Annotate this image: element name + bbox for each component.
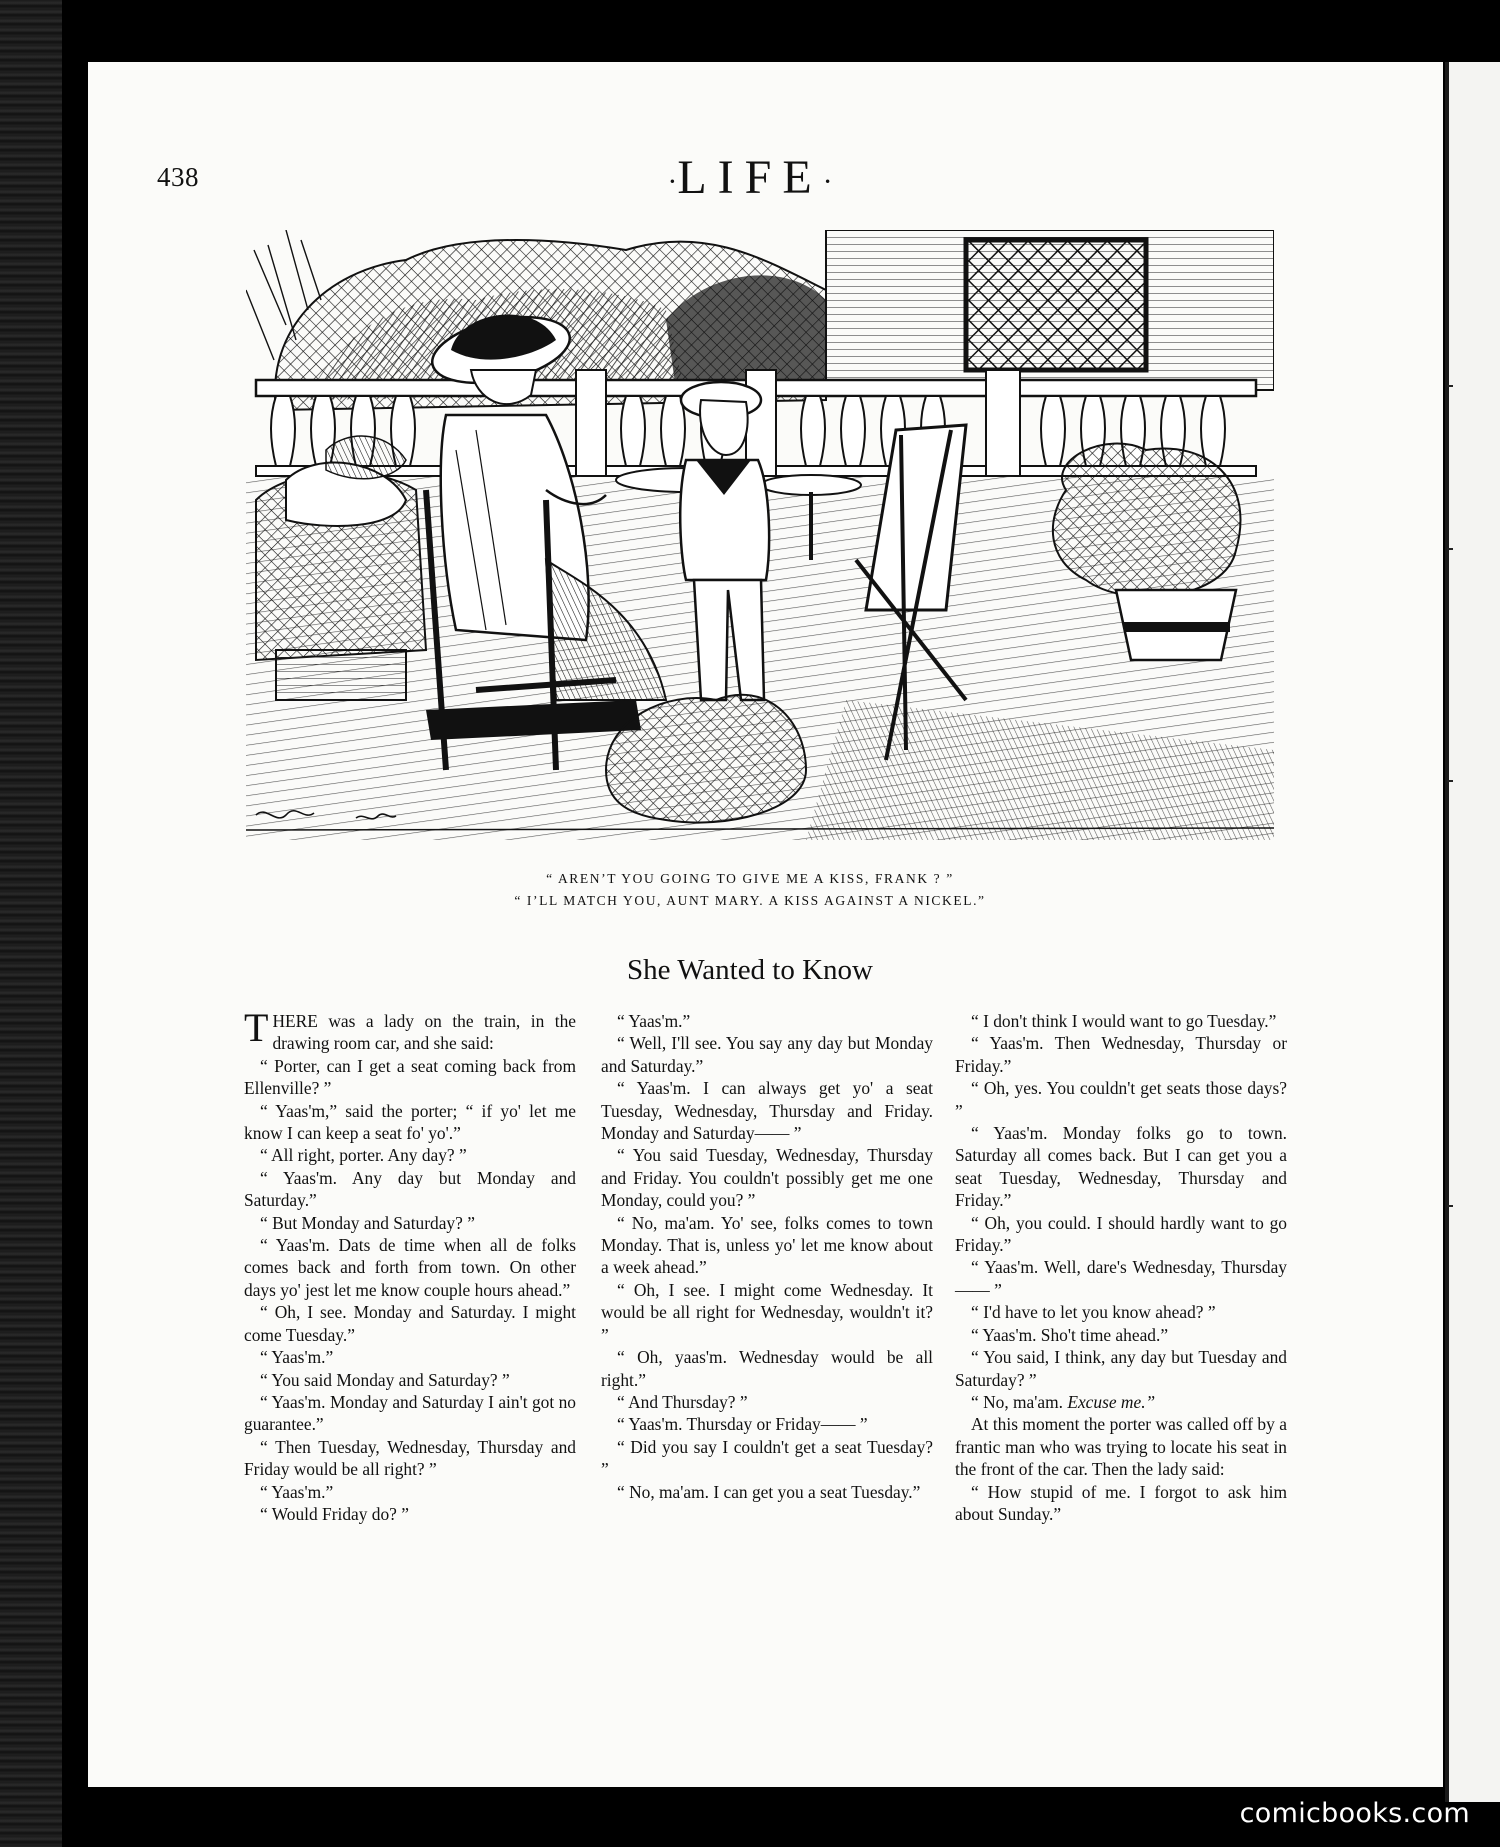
- paragraph: “ How stupid of me. I forgot to ask him about Sunday.”: [955, 1481, 1287, 1524]
- paragraph: “ You said Monday and Saturday? ”: [260, 1369, 510, 1390]
- paragraph: “ Yaas'm. Monday and Saturday I ain't got no guarantee.”: [244, 1391, 576, 1435]
- excuse-prefix: “ No, ma'am.: [971, 1391, 1068, 1412]
- article-title: She Wanted to Know: [626, 954, 874, 986]
- paragraph: “ Yaas'm. Sho't time ahead.”: [971, 1324, 1169, 1345]
- masthead-dot-left: ·: [667, 164, 678, 198]
- paragraph: “ Yaas'm. Any day but Monday and Saturday.”: [244, 1167, 576, 1211]
- watermark: comicbooks.com: [1239, 1798, 1470, 1829]
- paragraph: “ Would Friday do? ”: [260, 1503, 409, 1524]
- paragraph: “ Well, I'll see. You say any day but Monday and Saturday.”: [601, 1033, 933, 1076]
- paragraph: “ Porter, can I get a seat coming back from Ellenville? ”: [244, 1055, 576, 1099]
- gutter-mark: [1447, 548, 1453, 550]
- paragraph: “ All right, porter. Any day? ”: [260, 1145, 467, 1166]
- house-wall: [826, 230, 1274, 390]
- gutter-mark: [1447, 385, 1453, 387]
- masthead: [620, 150, 880, 205]
- page-number: 438: [157, 162, 199, 192]
- paragraph: THERE was a lady on the train, in the drawing room car, and she said:: [244, 1005, 576, 1054]
- paragraph: “ You said, I think, any day but Tuesday and Saturday? ”: [955, 1347, 1287, 1390]
- paragraph: “ I'd have to let you know ahead? ”: [971, 1302, 1216, 1323]
- excuse-italic: Excuse me.”: [1067, 1391, 1156, 1412]
- scanner-edge: [0, 0, 62, 1847]
- cartoon-caption: [300, 868, 1200, 912]
- paragraph: “ Yaas'm. Dats de time when all de folks comes back and forth from town. On other days yo' jest let me know couple hours ahead.”: [244, 1235, 576, 1300]
- masthead-title: LIFE: [677, 151, 823, 204]
- paragraph: “ Yaas'm. Well, dare's Wednesday, Thursday—— ”: [955, 1257, 1287, 1300]
- caption-line-2: “ I’LL MATCH YOU, AUNT MARY. A KISS AGAINST A NICKEL.”: [514, 893, 986, 908]
- text-column-1: [244, 1005, 576, 1525]
- paragraph: “ No, ma'am. I can get you a seat Tuesday.”: [617, 1481, 921, 1502]
- paragraph: At this moment the porter was called off by a frantic man who was trying to locate his seat in the front of the car. Then the lady said:: [955, 1414, 1287, 1480]
- paragraph: “ Yaas'm.”: [260, 1347, 334, 1368]
- paragraph: “ Then Tuesday, Wednesday, Thursday and Friday would be all right? ”: [244, 1436, 576, 1480]
- paragraph: “ No, ma'am. Yo' see, folks comes to town Monday. That is, unless yo' let me know about a week ahead.”: [601, 1212, 933, 1278]
- paragraph: “ Oh, I see. I might come Wednesday. It would be all right for Wednesday, wouldn't it? ”: [601, 1279, 933, 1345]
- paragraph: “ Yaas'm. Monday folks go to town. Saturday all comes back. But I can get you a seat Tuesday, Wednesday, Thursday and Friday.”: [955, 1123, 1287, 1211]
- paragraph: “ Yaas'm.”: [260, 1481, 334, 1502]
- gutter-mark: [1447, 1205, 1453, 1207]
- caption-line-1: “ AREN’T YOU GOING TO GIVE ME A KISS, FRANK ? ”: [546, 871, 954, 886]
- paragraph: “ Yaas'm. I can always get yo' a seat Tuesday, Wednesday, Thursday and Friday. Monday and Saturday—— ”: [601, 1078, 933, 1144]
- paragraph: “ You said Tuesday, Wednesday, Thursday and Friday. You couldn't possibly get me one Monday, could you? ”: [601, 1145, 933, 1211]
- paragraph-excuse-me: [955, 1391, 1287, 1413]
- cartoon-illustration: [246, 230, 1274, 850]
- text-column-2: [601, 1010, 933, 1503]
- paragraph: “ Oh, you could. I should hardly want to go Friday.”: [955, 1212, 1287, 1256]
- paragraph: “ Did you say I couldn't get a seat Tuesday? ”: [601, 1436, 933, 1480]
- paragraph: “ Yaas'm.”: [617, 1011, 691, 1031]
- paragraph: “ Yaas'm. Then Wednesday, Thursday or Friday.”: [955, 1033, 1287, 1076]
- text-column-3: [955, 1010, 1287, 1525]
- paragraph: “ But Monday and Saturday? ”: [260, 1212, 475, 1233]
- paragraph: “ I don't think I would want to go Tuesday.”: [971, 1011, 1277, 1031]
- paragraph: “ Yaas'm. Thursday or Friday—— ”: [617, 1414, 868, 1435]
- paragraph: “ Oh, I see. Monday and Saturday. I might come Tuesday.”: [244, 1302, 576, 1345]
- masthead-dot-right: ·: [822, 164, 833, 198]
- paragraph: “ Oh, yaas'm. Wednesday would be all right.”: [601, 1347, 933, 1390]
- facing-page-edge: [1448, 62, 1500, 1802]
- paragraph: “ And Thursday? ”: [617, 1391, 748, 1412]
- paragraph: “ Yaas'm,” said the porter; “ if yo' let me know I can keep a seat fo' yo'.”: [244, 1100, 576, 1144]
- gutter-mark: [1447, 780, 1453, 782]
- page-gutter: [1445, 62, 1449, 1802]
- paragraph: “ Oh, yes. You couldn't get seats those days? ”: [955, 1078, 1287, 1121]
- drop-cap: T: [244, 1005, 269, 1050]
